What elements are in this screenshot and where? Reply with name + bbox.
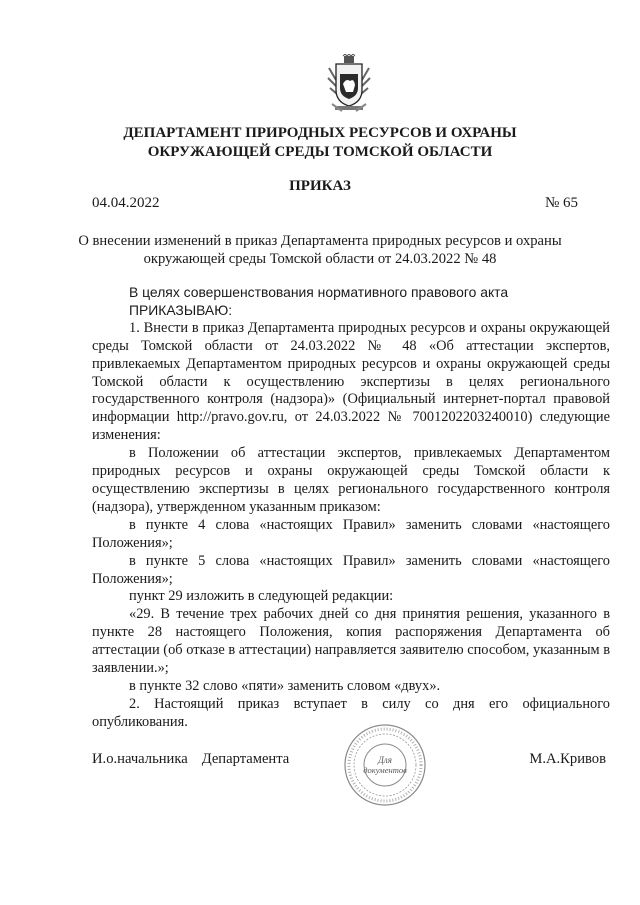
amendment-point-4: в пункте 4 слова «настоящих Правил» заменить словами «настоящего Положения»; [92, 516, 610, 551]
amendment-point-29-text: «29. В течение трех рабочих дней со дня принятия решения, указанного в пункте 28 настоящего Положения, копия распоряжения Департамента об аттестации (об отказе в аттестации) направляется заявителю способом, указанным в заявлении.»; [92, 606, 610, 677]
clause-2-paragraph: 2. Настоящий приказ вступает в силу со дня его официального опубликования. [92, 695, 610, 730]
department-title-line1: ДЕПАРТАМЕНТ ПРИРОДНЫХ РЕСУРСОВ И ОХРАНЫ [123, 125, 517, 141]
document-number: № 65 [544, 195, 578, 211]
department-title-line2: ОКРУЖАЮЩЕЙ СРЕДЫ ТОМСКОЙ ОБЛАСТИ [147, 144, 493, 160]
signatory-name: М.А.Кривов [529, 751, 606, 767]
signatory-position [92, 751, 303, 768]
document-subject: О внесении изменений в приказ Департамента природных ресурсов и охраны окружающей среды Томской области от 24.03.2022 № 48 [78, 233, 562, 267]
signatory-position-title: И.о.начальника [92, 751, 188, 767]
document-date: 04.04.2022 [92, 195, 160, 211]
stamp-text-line1: Для [378, 755, 392, 765]
round-stamp-icon [343, 723, 427, 807]
stamp-text-line2: документов [363, 765, 407, 775]
order-body [92, 284, 610, 732]
amendment-point-32: в пункте 32 слово «пяти» заменить словом «двух». [129, 677, 441, 694]
order-keyword: ПРИКАЗЫВАЮ: [129, 301, 233, 318]
coat-of-arms-icon [326, 54, 372, 114]
regulation-paragraph: в Положении об аттестации экспертов, привлекаемых Департаментом природных ресурсов и охраны окружающей среды Томской области к осуществлению экспертизы в целях регионального государственного контроля (надзора), утвержденном указанным приказом: [92, 445, 610, 515]
clause-1-paragraph: 1. Внести в приказ Департамента природных ресурсов и охраны окружающей среды Томской области от 24.03.2022 № 48 «Об аттестации экспертов, привлекаемых Департаментом природных ресурсов и охраны окружающей среды Томской области к осуществлению экспертизы в целях регионального государственного контроля (надзора)» (Официальный интернет-портал правовой информации http://pravo.gov.ru, от 24.03.2022 № 7001202203240010) следующие изменения: [92, 319, 610, 444]
signatory-position-org: Департамента [201, 751, 290, 767]
amendment-point-5: в пункте 5 слова «настоящих Правил» заменить словами «настоящего Положения»; [92, 552, 610, 587]
amendment-point-29-intro: пункт 29 изложить в следующей редакции: [129, 588, 394, 605]
preamble-paragraph: В целях совершенствования нормативного правового акта [129, 284, 509, 300]
document-type-title: ПРИКАЗ [289, 178, 351, 194]
